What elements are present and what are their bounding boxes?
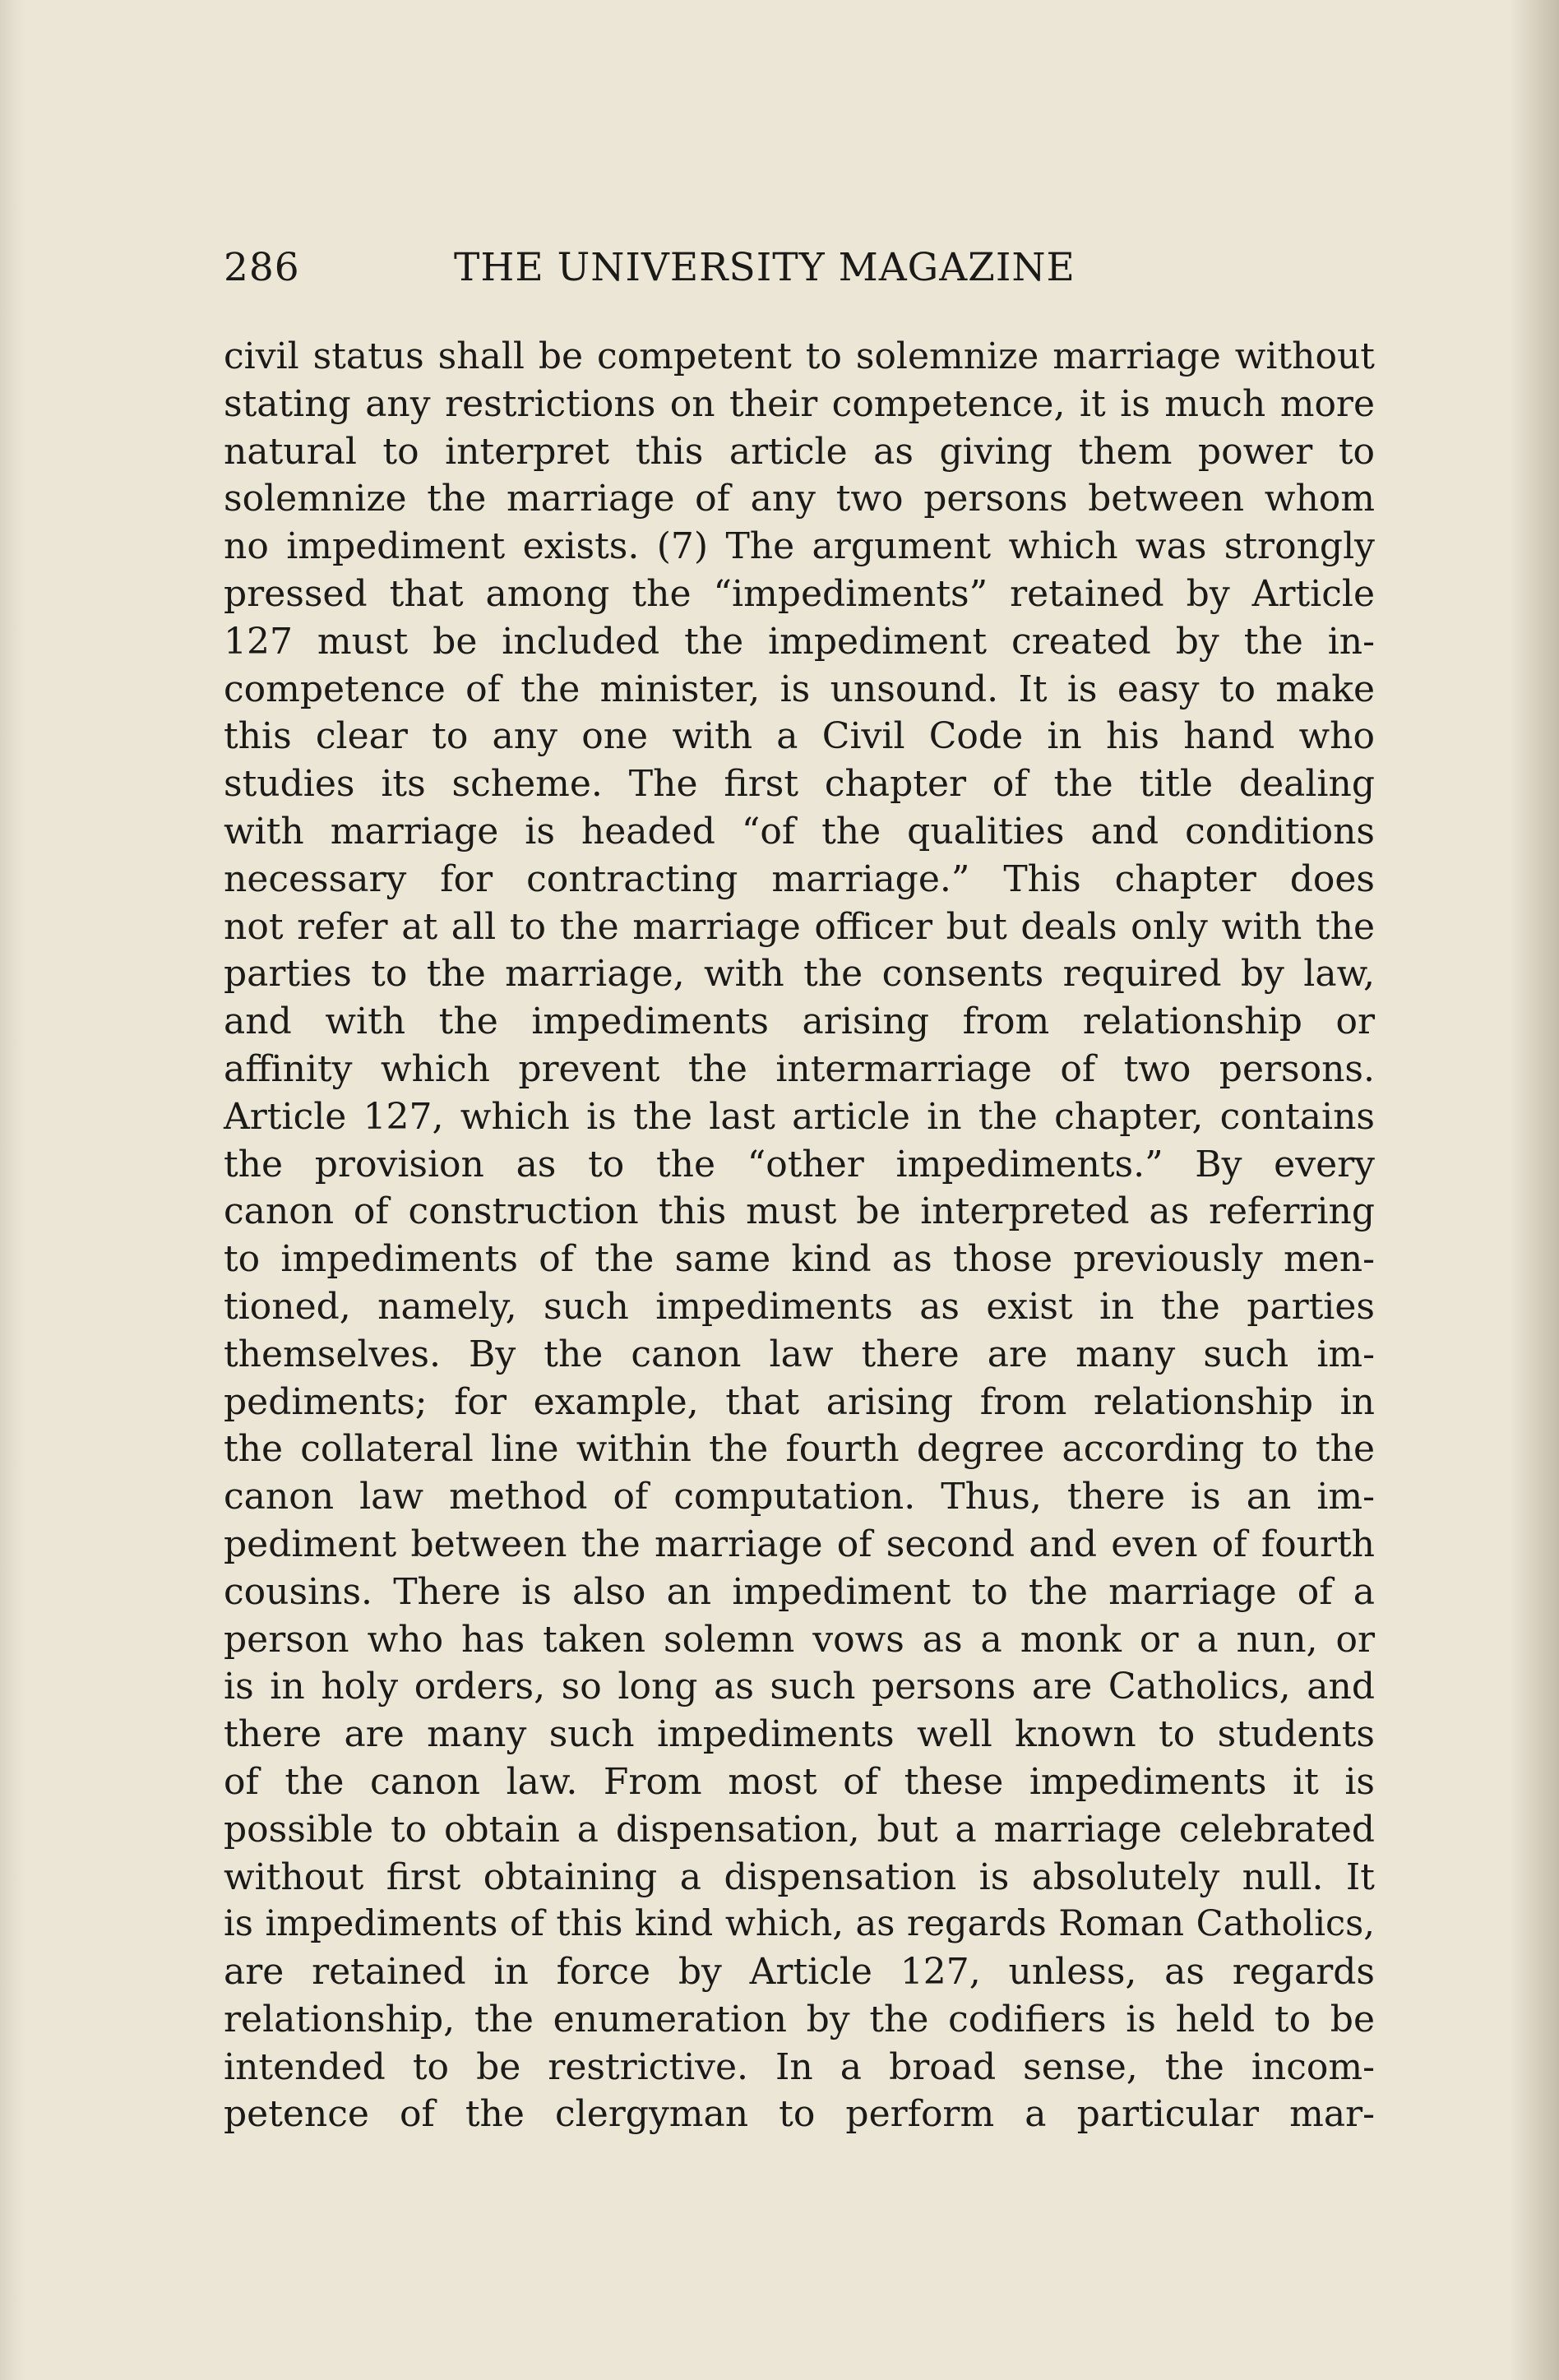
text-line: canon law method of computation. Thus, there is an im- [224,1476,1375,1518]
text-line: the provision as to the “other impediments.” By every [224,1143,1375,1185]
text-line: is in holy orders, so long as such persons are Catholics, and [224,1666,1375,1708]
text-line: civil status shall be competent to solemnize marriage without [224,335,1375,377]
text-line: pediments; for example, that arising from relationship in [224,1380,1375,1423]
text-line: pressed that among the “impediments” retained by Article [224,572,1375,615]
text-line: of the canon law. From most of these impediments it is [224,1760,1375,1803]
text-line: necessary for contracting marriage.” This chapter does [224,857,1375,900]
text-line: studies its scheme. The first chapter of the title dealing [224,763,1375,806]
text-line: no impediment exists. (7) The argument which was strongly [224,525,1375,568]
page-edge-shadow-left [0,0,25,2380]
text-line: this clear to any one with a Civil Code in his hand who [224,715,1375,758]
text-line: solemnize the marriage of any two persons between whom [224,478,1375,520]
text-line: relationship, the enumeration by the codifiers is held to be [224,1998,1375,2040]
text-line: canon of construction this must be interpreted as referring [224,1190,1375,1233]
text-line: themselves. By the canon law there are many such im- [224,1333,1375,1375]
text-line: to impediments of the same kind as those previously men- [224,1238,1375,1281]
text-line: affinity which prevent the intermarriage of two persons. [224,1047,1375,1090]
text-line: tioned, namely, such impediments as exist in the parties [224,1285,1375,1328]
text-line: is impediments of this kind which, as regards Roman Catholics, [224,1903,1375,1945]
text-line: intended to be restrictive. In a broad sense, the incom- [224,2045,1375,2088]
body-text [224,333,1375,2138]
text-line: 127 must be included the impediment created by the in- [224,620,1375,663]
journal-title: THE UNIVERSITY MAGAZINE [454,245,1076,290]
text-line: competence of the minister, is unsound. It is easy to make [224,668,1375,710]
text-line: and with the impediments arising from relationship or [224,1001,1375,1043]
running-head [224,245,1120,294]
text-line: cousins. There is also an impediment to the marriage of a [224,1570,1375,1613]
text-line: not refer at all to the marriage officer but deals only with the [224,905,1375,948]
text-line: natural to interpret this article as giving them power to [224,430,1375,473]
page-edge-shadow-right [1510,0,1559,2380]
text-line: Article 127, which is the last article in the chapter, contains [224,1095,1375,1138]
text-line: are retained in force by Article 127, unless, as regards [224,1951,1375,1994]
text-line: possible to obtain a dispensation, but a marriage celebrated [224,1808,1375,1851]
page-number: 286 [224,245,300,290]
text-line: without first obtaining a dispensation is absolutely null. It [224,1855,1375,1898]
text-line: pediment between the marriage of second and even of fourth [224,1523,1375,1565]
text-line: stating any restrictions on their competence, it is much more [224,382,1375,425]
text-line: parties to the marriage, with the consents required by law, [224,953,1375,996]
text-line: the collateral line within the fourth degree according to the [224,1428,1375,1471]
text-line: there are many such impediments well known to students [224,1713,1375,1756]
text-line: petence of the clergyman to perform a particular mar- [224,2093,1375,2136]
text-line: person who has taken solemn vows as a monk or a nun, or [224,1618,1375,1661]
text-line: with marriage is headed “of the qualities and conditions [224,810,1375,853]
